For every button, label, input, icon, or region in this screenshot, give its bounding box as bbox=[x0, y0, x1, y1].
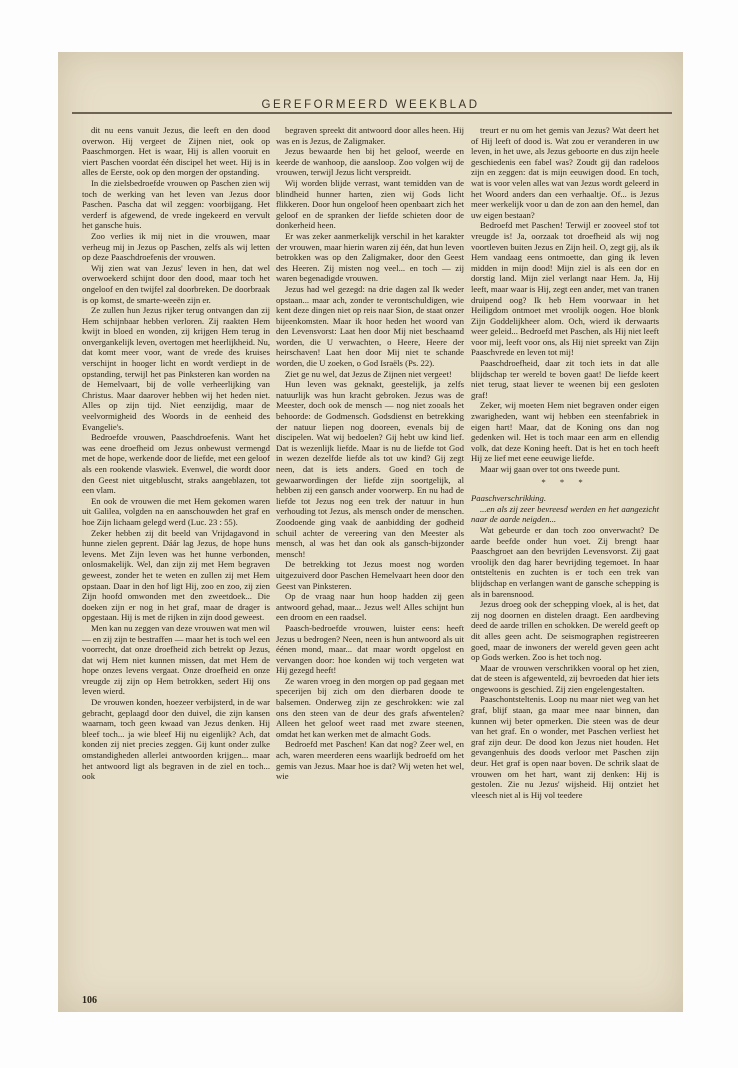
paragraph: In die zielsbedroefde vrouwen op Paschen zien wij toch de werking van het leven van Jezus door Paschen. Pascha dat wil zeggen: voorbijgang. Het verderf is afgewend, de vrede ingekeerd en vervult het gansche huis. bbox=[82, 177, 270, 231]
page-number: 106 bbox=[82, 995, 97, 1006]
section-quote: ...en als zij zeer bevreesd werden en het aangezicht naar de aarde neigden... bbox=[471, 503, 659, 525]
paragraph: Bedroefde vrouwen, Paaschdroefenis. Want het was eene droefheid om Jezus onbewust vermengd met de hope, werkende door de liefde, met een geloof als een rookende vlaswiek. Evenwel, die wordt door den Geest niet uitgebluscht, straks aangeblazen, tot een vlam. bbox=[82, 432, 270, 496]
paragraph: Op de vraag naar hun hoop hadden zij geen antwoord gehad, maar... Jezus wel! Alles schijnt hun een droom en een raadsel. bbox=[276, 591, 464, 623]
paragraph: dit nu eens vanuit Jezus, die leeft en den dood overwon. Hij vergeet de Zijnen niet, ook op Paaschmorgen. Het is waar, Hij is allen vooruit en viert Paschen voordat één discipel het weet. Hij is in alles de Eerste, ook op den morgen der opstanding. bbox=[82, 125, 270, 178]
section-title: Paaschverschrikking. bbox=[471, 493, 547, 504]
paragraph: Jezus had wel gezegd: na drie dagen zal Ik weder opstaan... maar ach, zonder te verontschuldigen, wie kent deze dingen niet op reis naar Sion, de staat onzer bijeenkomsten. Maar ik hoor heden het woord van den Levensvorst: Laat hen door Mij niet beschaamd worden, die U verwachten, o Heere, Heere der heirschaven! Laat hen door Mij niet te schande worden, die U zoeken, o God Israëls (Ps. 22). bbox=[276, 283, 464, 369]
paragraph: Ze waren vroeg in den morgen op pad gegaan met specerijen bij zich om den dierbaren doode te balsemen. Onderweg zijn ze geschrokken: wie zal ons den steen van de deur des grafs afwentelen? Alleen het geloof weet raad met zware steenen, omdat het kan werken met de almacht Gods. bbox=[276, 675, 464, 739]
paragraph: Er was zeker aanmerkelijk verschil in het karakter der vrouwen, maar hierin waren zij één, dat hun leven betrokken was op den Zaligmaker, door den Geest des Heeren. Zij misten nog veel... en toch — zij waren begenadigde vrouwen. bbox=[276, 230, 464, 284]
text-column-3 bbox=[471, 125, 659, 800]
paragraph: begraven spreekt dit antwoord door alles heen. Hij was en is Jezus, de Zaligmaker. bbox=[276, 125, 464, 146]
header-rule bbox=[72, 112, 672, 114]
paragraph: Zoo verlies ik mij niet in die vrouwen, maar verheug mij in Jezus op Paschen, zelfs als wij letten op deze Paaschdroefenis der vrouwen. bbox=[82, 230, 270, 263]
paragraph: Paaschontsteltenis. Loop nu maar niet weg van het graf, blijf staan, ga maar mee naar binnen, dan kunnen wij beter opmerken. Die steen was de deur van het graf. En o wonder, met Paschen verliest het graf zijn deur. De dood kon Jezus niet houden. Het gevangenhuis des doods verloor met Paschen zijn deur. Het graf is open naar boven. De schrik slaat de vrouwen om het hart, want zij denken: Hij is gestolen. Zie nu Jezus' wijsheid. Hij ontziet het vleesch niet al is Hij vol teedere bbox=[471, 694, 659, 800]
magazine-page bbox=[58, 52, 683, 1012]
paragraph: Maar de vrouwen verschrikken vooral op het zien, dat de steen is afgewenteld, zij bevroeden dat hier iets ongewoons is geschied. Zij zien engelengestalten. bbox=[471, 662, 659, 694]
paragraph: Wij worden blijde verrast, want temidden van de blindheid hunner harten, zien wij Gods licht flikkeren. Door hun ongeloof heen openbaart zich het geloof en de spranken der liefde schieten door de donkerheid heen. bbox=[276, 177, 464, 231]
paragraph: Wat gebeurde er dan toch zoo onverwacht? De aarde beefde onder hun voet. Zij brengt haar Paaschgroet aan den bevrijden Levensvorst. Zij gaat vroolijk den dag harer bevrijding tegemoet. In haar ontsteltenis en zuchten is er toch een trek van blijdschap en verlangen want de gansche schepping is als in barensnood. bbox=[471, 524, 659, 599]
paragraph: De betrekking tot Jezus moest nog worden uitgezuiverd door Paschen Hemelvaart heen door den Geest van Pinksteren. bbox=[276, 559, 464, 591]
paragraph: Jezus bewaarde hen bij het geloof, weerde en keerde de wanhoop, die aansloop. Zoo volgen wij de vrouwen, terwijl Jezus licht verspreidt. bbox=[276, 146, 464, 178]
paragraph: treurt er nu om het gemis van Jezus? Wat deert het of Hij leeft of dood is. Wat zou er veranderen in uw leven, in het uwe, als Jezus geboorte en dus zijn heele geschiedenis een fabel was? Zoudt gij dan radeloos zijn en zeggen: dat is mijn eeuwigen dood. En toch, wat is voor velen alles wat van Jezus wordt geleerd in het Woord anders dan een verhaaltje. Of... is Jezus meer werkelijk voor u dan de zon aan den hemel, dan uw eigen bestaan? bbox=[471, 125, 659, 220]
paragraph: Bedroefd met Paschen! Kan dat nog? Zeer wel, en ach, waren meerderen eens waarlijk bedroefd om het gemis van Jezus. Maar hoe is dat? Wij weten het wel, wie bbox=[276, 739, 464, 782]
paragraph: Zeker, wij moeten Hem niet begraven onder eigen zwarigheden, want wij hebben een steenfabriek in eigen hart! Maar, dat de Koning ons dan nog gedenken wil. Het is toch maar een arm en ellendig volk, dat deze Koning heeft. Dat is het en toch heeft Hij ze lief met eene eeuwige liefde. bbox=[471, 400, 659, 464]
paragraph: Men kan nu zeggen van deze vrouwen wat men wil — en zij zijn te bestraffen — maar het is toch wel een voorrecht, dat onze droefheid zich betrekt op Jezus, dat wij Hem niet kunnen missen, dat met Hem de hope onzes levens vergaat. Onze droefheid en onze vreugde zij zijn op Hem betrokken, sedert Hij ons leven wierd. bbox=[82, 622, 270, 697]
paragraph: Wij zien wat van Jezus' leven in hen, dat wel overwoekerd schijnt door den dood, maar toch het ongeloof en den twijfel zal doorbreken. De doorbraak is op komst, de smarte-weeën zijn er. bbox=[82, 262, 270, 305]
paragraph: Jezus droeg ook der schepping vloek, al is het, dat zij nog doornen en distelen draagt. Een aardbeving deed de aarde trillen en schokken. De wereld geeft op dit alles geen acht. De seismographen registreeren goed, maar de inwoners der wereld geven geen acht op Gods werken. Zoo is het toch nog. bbox=[471, 599, 659, 663]
paragraph: Paaschdroefheid, daar zit toch iets in dat alle blijdschap ter wereld te boven gaat! De liefde keert niet terug, staat liever te weenen bij een gesloten graf! bbox=[471, 358, 659, 400]
paragraph: Bedroefd met Paschen! Terwijl er zooveel stof tot vreugde is! Ja, oorzaak tot droefheid als wij nog voortleven buiten Jezus en Zijn heil. O, zegt gij, als ik Hem vandaag eens ontmoette, dan ging ik leven midden in mijn dood! Mijn ziel is als een dor en dorstig land. Mijn ziel verlangt naar Hem. Ja, Hij leeft, maar waar is Hij, zegt een ander, met van tranen druipend oog? Ik heb Hem voorwaar in het Heiligdom ontmoet met vroolijk oogen. Hoe blonk Zijn Goddelijkheer alom. Och, wierd ik derwaarts weer geleid... Bedroefd met Paschen, als Hij niet leeft voor mij, leeft voor ons, als Hij niet spreekt van Zijn Paaschvrede en leven tot mij! bbox=[471, 220, 659, 358]
section-separator: * * * bbox=[541, 476, 589, 487]
paragraph: De vrouwen konden, hoezeer verbijsterd, in de war gebracht, geplaagd door den duivel, die zijn kansen waarnam, toch geen kwaad van Jezus denken. Hij bleef toch... ja wie bleef Hij nu eigenlijk? Ach, dat konden zij niet precies zeggen. Gij kunt onder zulke omstandigheden allerlei antwoorden krijgen... maar het antwoord ligt als begraven in de ziel en toch... ook bbox=[82, 697, 270, 782]
paragraph: Ze zullen hun Jezus rijker terug ontvangen dan zij Hem schijnbaar hebben verloren. Zij raakten Hem kwijt in bloed en wonden, zij krijgen Hem terug in onvergankelijk leven, overtogen met heerlijkheid. Nu, dat komt meer voor, want de vrede des kruises verschijnt in hooger licht en wordt verdiept in de opstanding, terwijl het pas Pinksteren kan worden na de Hemelvaart, bij de volle verheerlijking van Christus. Maar daarover hebben wij het heden niet. Alles op zijn tijd. Niet eenzijdig, maar de veelvormigheid des Woords in de eenheid des Evangelie's. bbox=[82, 305, 271, 432]
running-head: GEREFORMEERD WEEKBLAD bbox=[261, 99, 480, 111]
paragraph: Maar wij gaan over tot ons tweede punt. bbox=[480, 464, 620, 474]
paragraph: Zeker hebben zij dit beeld van Vrijdagavond in hunne zielen geprent. Dáár lag Jezus, de hope huns levens. Met Zijn leven was het hunne verbonden, onlosmakelijk. Wel, dan zijn zij met Hem begraven geweest, zonder het te weten en zullen zij met Hem opstaan. Daar in den hof ligt Hij, zoo en zoo, zij zien Zijn hoofd omwonden met den zweetdoek... Die doeken zijn er nog in het graf, maar de drager is opgestaan. Hij is met de rijken in zijn dood geweest. bbox=[82, 527, 270, 623]
text-column-2 bbox=[276, 125, 464, 782]
paragraph: Ziet ge nu wel, dat Jezus de Zijnen niet vergeet! bbox=[285, 368, 452, 379]
paragraph: En ook de vrouwen die met Hem gekomen waren uit Galilea, volgden na en aanschouwden het graf en hoe Zijn lichaam gelegd werd (Luc. 23 : 55). bbox=[82, 495, 270, 527]
text-column-1 bbox=[82, 125, 270, 782]
paragraph: Hun leven was geknakt, geestelijk, ja zelfs natuurlijk was hun kracht gebroken. Jezus was de Meester, doch ook de mensch — nog niet zooals het behoorde: de Godmensch. Godsdienst en betrekking der natuur liepen nog dooreen, evenals bij de discipelen. Wat wij bedoelen? Gij hebt uw kind lief. Dat is wezenlijk liefde. Maar is nu de liefde tot God in wezen dezelfde liefde als tot uw kind? Gij zegt neen, dat is iets anders. Goed en toch de gewaarwordingen der liefde zijn soortgelijk, al hebben zij een gansch ander voorwerp. En nu had de liefde tot Jezus nog een trek der natuur in hun verhouding tot Jezus, als mensch onder de menschen. Zoodoende ging vaak de aanbidding der godheid schuil achter de vereering van den Meester als mensch, al was het dan ook als gansch-bijzonder mensch! bbox=[276, 379, 464, 559]
paragraph: Paasch-bedroefde vrouwen, luister eens: heeft Jezus u bedrogen? Neen, neen is hun antwoord als uit éénen mond, maar... dat maar wordt opgelost en vervangen door: hoe konden wij toch vergeten wat Hij gezegd heeft! bbox=[276, 622, 464, 676]
